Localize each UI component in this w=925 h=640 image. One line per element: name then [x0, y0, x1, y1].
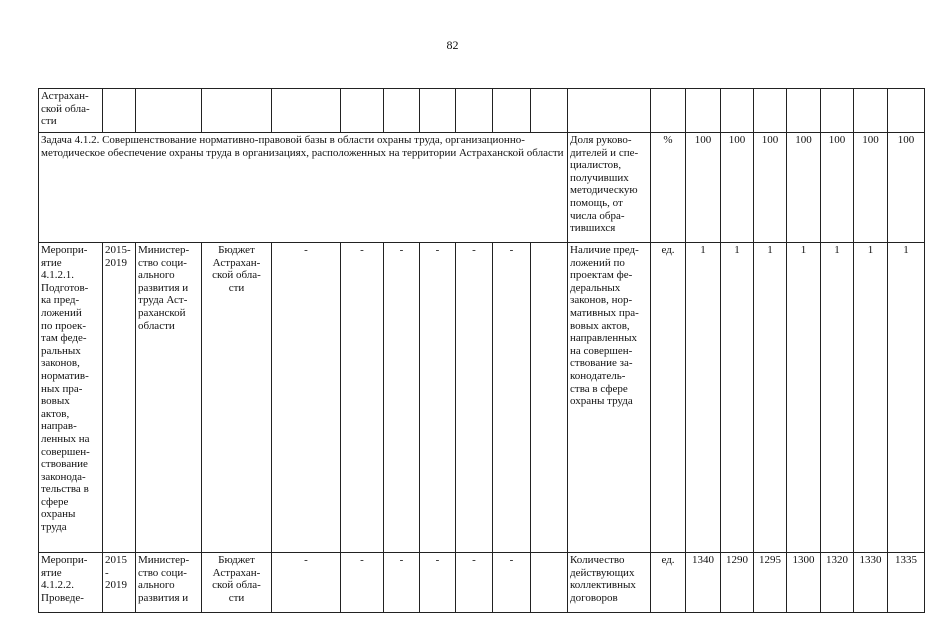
empty-cell [272, 89, 341, 133]
period-cell: 2015 - 2019 [103, 553, 136, 613]
program-table [38, 88, 925, 613]
value-cell: 100 [854, 133, 888, 243]
value-cell: 1340 [686, 553, 721, 613]
finance-cell: - [272, 243, 341, 553]
value-cell: 1 [888, 243, 925, 553]
empty-cell [787, 89, 821, 133]
empty-cell [420, 89, 456, 133]
finance-cell: - [493, 243, 531, 553]
value-cell: 100 [821, 133, 854, 243]
value-cell: 1295 [754, 553, 787, 613]
unit-cell: ед. [651, 553, 686, 613]
empty-cell [202, 89, 272, 133]
activity-row [39, 243, 925, 553]
indicator-cell: Количество действующих коллективных договоров [568, 553, 651, 613]
value-cell: 1300 [787, 553, 821, 613]
value-cell: 1335 [888, 553, 925, 613]
empty-cell [341, 89, 384, 133]
indicator-cell: Доля руково- дителей и спе- циалистов, получивших методическую помощь, от числа обра- тившихся [568, 133, 651, 243]
unit-cell: ед. [651, 243, 686, 553]
empty-cell [531, 553, 568, 613]
empty-cell [651, 89, 686, 133]
finance-cell: - [420, 243, 456, 553]
finance-cell: - [341, 553, 384, 613]
value-cell: 1 [754, 243, 787, 553]
executor-cell: Министер- ство соци- ального развития и [136, 553, 202, 613]
finance-cell: - [384, 553, 420, 613]
period-cell: 2015- 2019 [103, 243, 136, 553]
indicator-cell: Наличие пред- ложений по проектам фе- деральных законов, нор- мативных пра- вовых актов, направленных на совершен- ствование за- конодатель- ства в сфере охраны труда [568, 243, 651, 553]
finance-cell: - [420, 553, 456, 613]
finance-cell: - [272, 553, 341, 613]
finance-cell: - [493, 553, 531, 613]
value-cell: 1 [721, 243, 754, 553]
empty-cell [568, 89, 651, 133]
empty-cell [103, 89, 136, 133]
finance-cell: - [341, 243, 384, 553]
empty-cell [531, 89, 568, 133]
empty-cell [721, 89, 754, 133]
activity-row [39, 553, 925, 613]
value-cell: 100 [721, 133, 754, 243]
empty-cell [493, 89, 531, 133]
value-cell: 1330 [854, 553, 888, 613]
table-row [39, 89, 925, 133]
value-cell: 1320 [821, 553, 854, 613]
empty-cell [686, 89, 721, 133]
empty-cell [136, 89, 202, 133]
source-cell: Бюджет Астрахан- ской обла- сти [202, 553, 272, 613]
value-cell: 100 [888, 133, 925, 243]
empty-cell [854, 89, 888, 133]
value-cell: 1 [787, 243, 821, 553]
activity-name: Меропри- ятие 4.1.2.2. Проведе- [39, 553, 103, 613]
page-number: 82 [446, 38, 459, 52]
executor-cell: Министер- ство соци- ального развития и труда Аст- раханской области [136, 243, 202, 553]
empty-cell [531, 243, 568, 553]
empty-cell [456, 89, 493, 133]
value-cell: 100 [787, 133, 821, 243]
activity-name: Меропри- ятие 4.1.2.1. Подготов- ка пред- ложений по проек- там феде- ральных законов, норматив- ных пра- вовых актов, направ- ленных на совершен- ствование законода- тельства в сфере охраны труда [39, 243, 103, 553]
value-cell: 1 [686, 243, 721, 553]
empty-cell [754, 89, 787, 133]
finance-cell: - [384, 243, 420, 553]
value-cell: 100 [754, 133, 787, 243]
value-cell: 1290 [721, 553, 754, 613]
finance-cell: - [456, 243, 493, 553]
value-cell: 100 [686, 133, 721, 243]
task-description: Задача 4.1.2. Совершенствование нормативно-правовой базы в области охраны труда, организационно-методическое обеспечение охраны труда в организациях, расположенных на территории Астраханской области [39, 133, 568, 243]
unit-cell: % [651, 133, 686, 243]
empty-cell [821, 89, 854, 133]
cell-source-continued: Астрахан- ской обла- сти [39, 89, 103, 133]
value-cell: 1 [854, 243, 888, 553]
empty-cell [384, 89, 420, 133]
value-cell: 1 [821, 243, 854, 553]
empty-cell [888, 89, 925, 133]
task-row [39, 133, 925, 243]
finance-cell: - [456, 553, 493, 613]
source-cell: Бюджет Астрахан- ской обла- сти [202, 243, 272, 553]
